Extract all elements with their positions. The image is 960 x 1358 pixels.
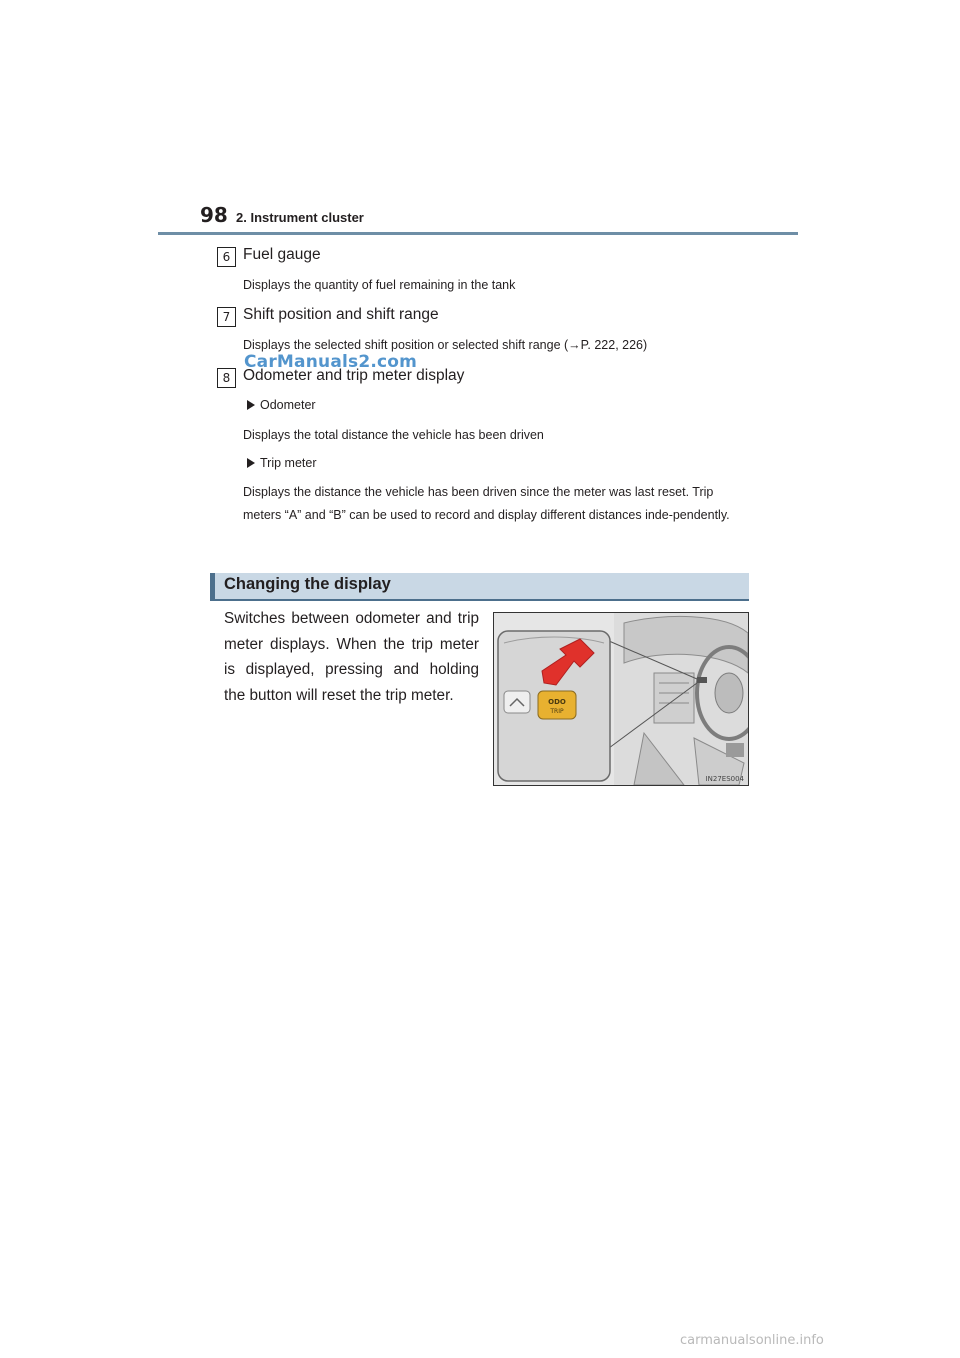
item-title-odometer-trip: Odometer and trip meter display [243,367,465,384]
bullet-label: Odometer [260,398,316,412]
section-body-text: Switches between odometer and trip meter displays. When the trip meter is displayed, pressing and holding the button will reset the trip meter. [224,610,479,704]
item-number-7: 7 [217,307,236,327]
button-label-trip: TRIP [550,708,564,715]
page-number: 98 [200,203,228,227]
header-section-title: 2. Instrument cluster [236,210,364,225]
figure-code: IN27ES004 [705,775,744,783]
triangle-bullet-icon [247,458,255,468]
dashboard-illustration [494,613,748,785]
item-number-6: 6 [217,247,236,267]
bullet-trip-meter [247,456,317,470]
triangle-bullet-icon [247,400,255,410]
footer-watermark: carmanualsonline.info [680,1333,824,1348]
section-bar-underline [210,599,749,601]
odo-trip-button-illustration [493,612,749,786]
button-label-odo: ODO [548,698,566,706]
trip-meter-description: Displays the distance the vehicle has been driven since the meter was last reset. Trip meters “A” and “B” can be used to record and display different distances inde-pendently. [243,485,730,522]
bullet-label: Trip meter [260,456,317,470]
item-number-8: 8 [217,368,236,388]
item-title-fuel-gauge: Fuel gauge [243,246,321,263]
watermark: CarManuals2.com [244,352,418,372]
header-rule [158,232,798,235]
odometer-description: Displays the total distance the vehicle has been driven [243,428,544,442]
bullet-odometer [247,398,316,412]
item-title-shift-position: Shift position and shift range [243,306,439,323]
section-title: Changing the display [224,575,391,593]
item-description-shift-position: Displays the selected shift position or selected shift range (→P. 222, 226) [243,338,648,352]
item-description-fuel-gauge: Displays the quantity of fuel remaining in the tank [243,278,516,292]
